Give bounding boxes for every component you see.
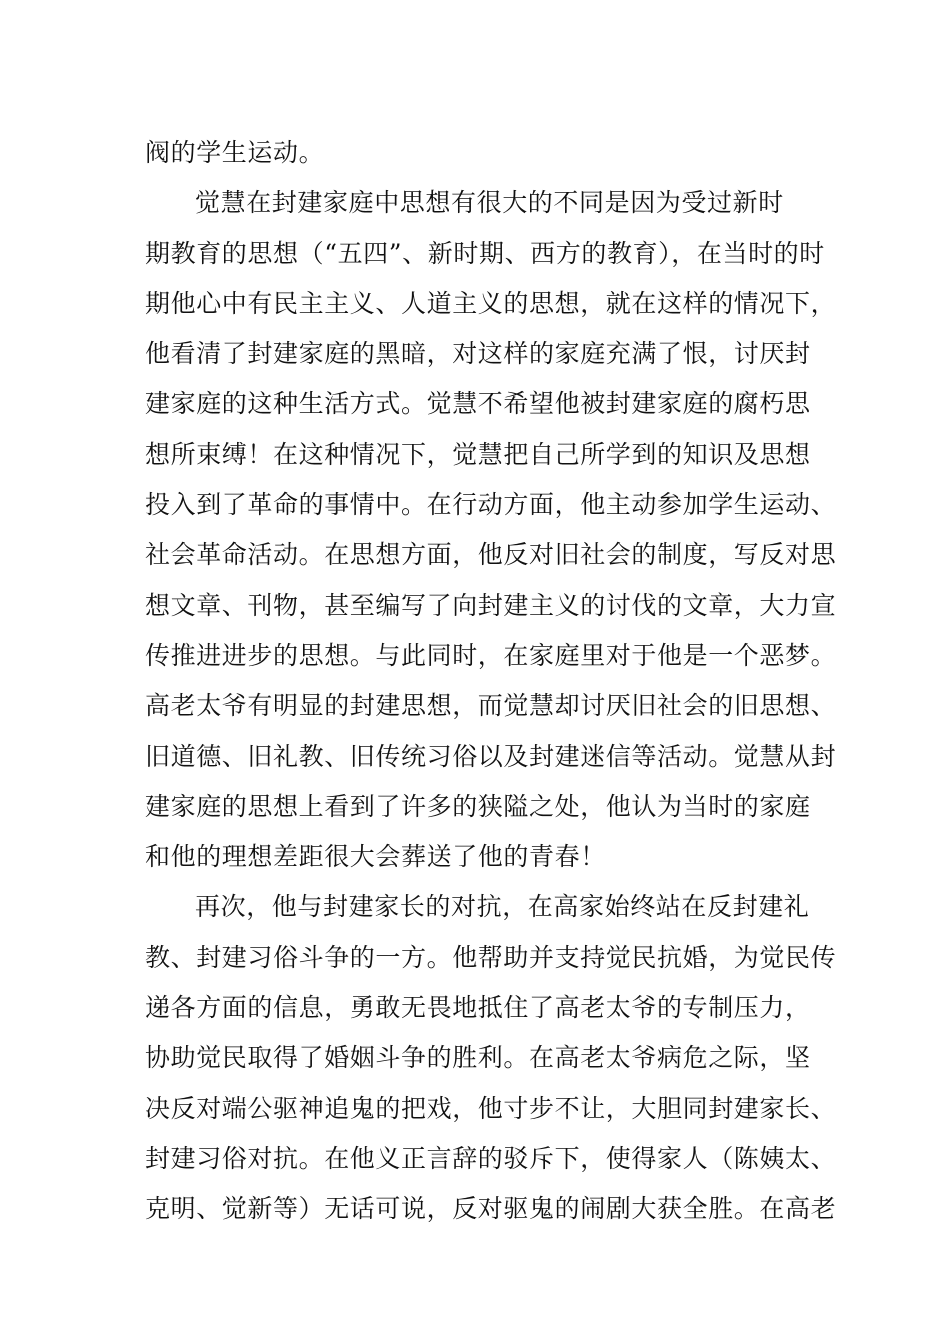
text-line: 阀的学生运动。	[145, 138, 325, 167]
text-line: 克明、觉新等）无话可说，反对驱鬼的闹剧大获全胜。在高老	[145, 1194, 837, 1224]
text-line: 决反对端公驱神追鬼的把戏，他寸步不让，大胆同封建家长、	[145, 1093, 837, 1123]
text-line: 想文章、刊物，甚至编写了向封建主义的讨伐的文章，大力宣	[145, 590, 837, 620]
text-line: 期教育的思想（“五四”、新时期、西方的教育），在当时的时	[145, 238, 825, 268]
text-line: 递各方面的信息，勇敢无畏地抵住了高老太爷的专制压力，	[145, 993, 811, 1023]
text-line: 投入到了革命的事情中。在行动方面，他主动参加学生运动、	[145, 490, 837, 520]
paragraph-start-line: 再次，他与封建家长的对抗，在高家始终站在反封建礼	[195, 892, 810, 922]
text-line: 建家庭的这种生活方式。觉慧不希望他被封建家庭的腐朽思	[145, 389, 811, 419]
text-line: 旧道德、旧礼教、旧传统习俗以及封建迷信等活动。觉慧从封	[145, 741, 837, 771]
text-line: 协助觉民取得了婚姻斗争的胜利。在高老太爷病危之际，坚	[145, 1043, 811, 1073]
text-line: 期他心中有民主主义、人道主义的思想，就在这样的情况下，	[145, 288, 837, 318]
text-line: 教、封建习俗斗争的一方。他帮助并支持觉民抗婚，为觉民传	[145, 942, 837, 972]
document-body	[145, 128, 837, 1235]
text-line: 建家庭的思想上看到了许多的狭隘之处，他认为当时的家庭	[145, 791, 811, 821]
text-line: 他看清了封建家庭的黑暗，对这样的家庭充满了恨，讨厌封	[145, 339, 811, 369]
text-line: 高老太爷有明显的封建思想，而觉慧却讨厌旧社会的旧思想、	[145, 691, 837, 721]
text-line: 社会革命活动。在思想方面，他反对旧社会的制度，写反对思	[145, 540, 837, 570]
text-line: 想所束缚！在这种情况下，觉慧把自己所学到的知识及思想	[145, 439, 811, 469]
paragraph-start-line: 觉慧在封建家庭中思想有很大的不同是因为受过新时	[195, 188, 784, 218]
text-line: 封建习俗对抗。在他义正言辞的驳斥下，使得家人（陈姨太、	[145, 1143, 837, 1173]
text-line: 传推进进步的思想。与此同时，在家庭里对于他是一个恶梦。	[145, 640, 837, 670]
text-line: 和他的理想差距很大会葬送了他的青春！	[145, 842, 606, 872]
